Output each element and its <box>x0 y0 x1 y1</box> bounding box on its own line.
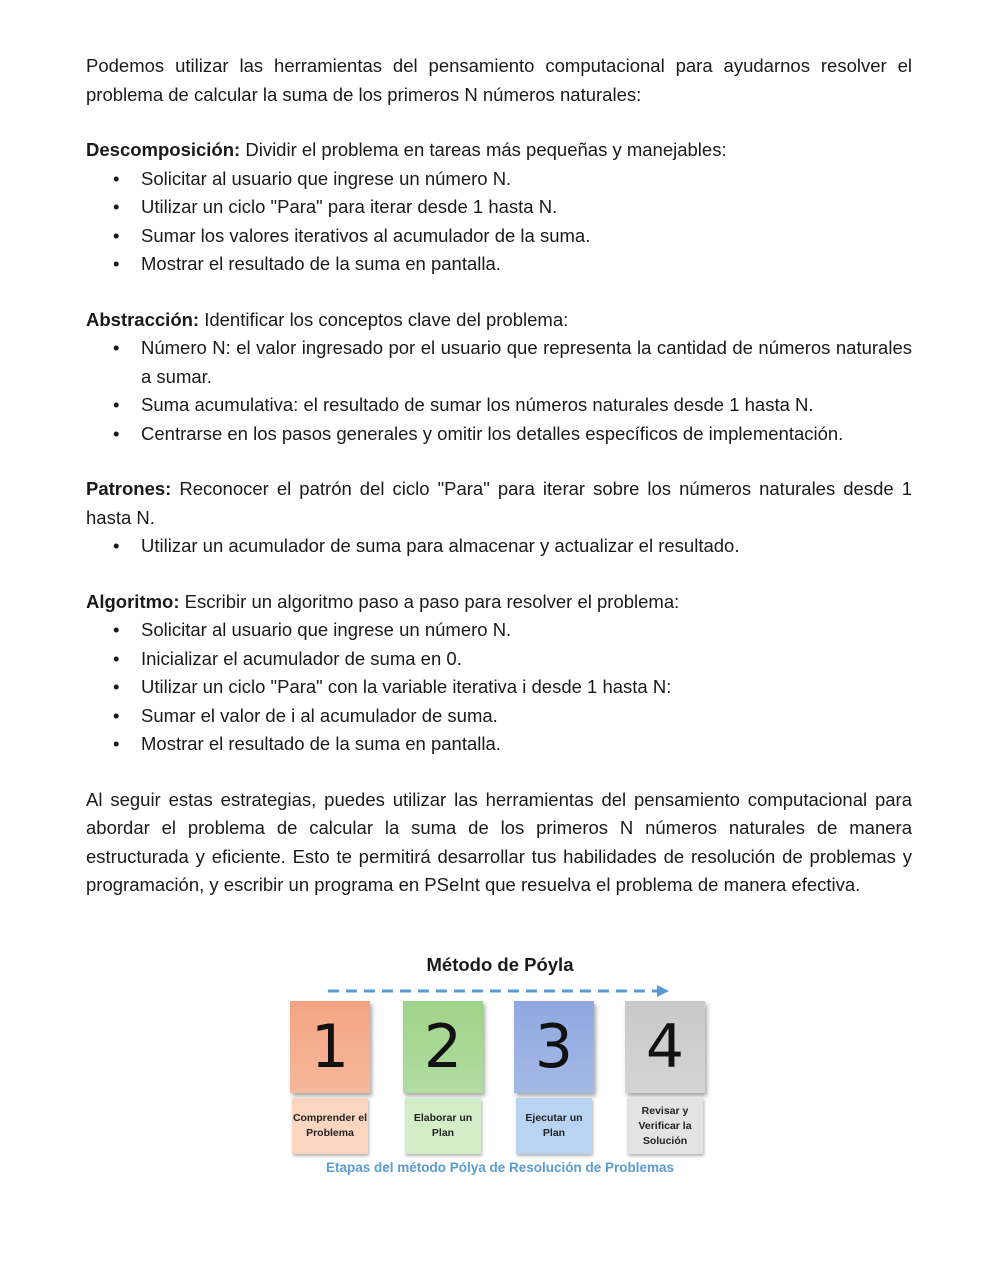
list-item: • Mostrar el resultado de la suma en pantalla. <box>86 730 912 759</box>
step-number-1: 1 <box>290 1001 370 1093</box>
step-number-2: 2 <box>403 1001 483 1093</box>
step-label-1: Comprender el Problema <box>292 1098 368 1154</box>
bullet-icon: • <box>113 167 120 189</box>
bullet-icon: • <box>113 676 120 697</box>
section-heading: Descomposición: <box>86 139 241 160</box>
list-item: • Suma acumulativa: el resultado de sumar los números naturales desde 1 hasta N. <box>86 391 912 420</box>
section-text: Dividir el problema en tareas más pequeñas y manejables: <box>240 139 727 160</box>
step-label-4: Revisar y Verificar la Solución <box>627 1098 703 1154</box>
list-item: • Utilizar un ciclo "Para" con la variable iterativa i desde 1 hasta N: <box>86 673 912 702</box>
figure-caption: Etapas del método Pólya de Resolución de Problemas <box>325 1160 675 1175</box>
list-item: • Mostrar el resultado de la suma en pantalla. <box>86 250 912 279</box>
step-number-4: 4 <box>625 1001 705 1093</box>
bullet-list <box>86 616 912 759</box>
section-text: Identificar los conceptos clave del problema: <box>199 308 569 330</box>
list-item: • Sumar los valores iterativos al acumulador de la suma. <box>86 222 912 251</box>
bullet-icon: • <box>113 422 120 444</box>
bullet-icon: • <box>113 394 120 415</box>
intro-paragraph: Podemos utilizar las herramientas del pensamiento computacional para ayudarnos resolver el problema de calcular la suma de los primeros N números naturales: <box>86 55 912 105</box>
list-item: • Solicitar al usuario que ingrese un número N. <box>86 165 912 194</box>
conclusion-paragraph: Al seguir estas estrategias, puedes utilizar las herramientas del pensamiento computacional para abordar el problema de calcular la suma de los primeros N números naturales de manera estructurada y eficiente. Esto te permitirá desarrollar tus habilidades de resolución de problemas y programación, y escribir un programa en PSeInt que resuelva el problema de manera efectiva. <box>86 788 912 895</box>
bullet-icon: • <box>113 224 120 246</box>
bullet-icon: • <box>113 337 120 358</box>
section-abstraccion <box>86 306 912 335</box>
figure-title: Método de Póyla <box>426 954 574 975</box>
step-label-2: Elaborar un Plan <box>405 1098 481 1154</box>
list-item: • Solicitar al usuario que ingrese un número N. <box>86 616 912 645</box>
bullet-list <box>86 334 912 448</box>
section-heading: Abstracción: <box>86 308 200 330</box>
list-item: • Utilizar un acumulador de suma para almacenar y actualizar el resultado. <box>86 532 912 561</box>
bullet-icon: • <box>113 535 120 556</box>
list-item: • Número N: el valor ingresado por el usuario que representa la cantidad de números naturales a sumar. <box>86 334 912 391</box>
bullet-list <box>86 532 912 561</box>
section-patrones <box>86 475 912 532</box>
section-text: Escribir un algoritmo paso a paso para resolver el problema: <box>179 590 680 612</box>
bullet-icon: • <box>113 647 120 669</box>
dashed-arrow-icon <box>328 984 673 998</box>
step-number-3: 3 <box>514 1001 594 1093</box>
list-item: • Utilizar un ciclo "Para" para iterar desde 1 hasta N. <box>86 193 912 222</box>
section-descomposicion <box>86 136 912 165</box>
bullet-icon: • <box>113 733 120 754</box>
step-label-3: Ejecutar un Plan <box>516 1098 592 1154</box>
section-heading: Algoritmo: <box>86 590 180 612</box>
list-item: • Inicializar el acumulador de suma en 0. <box>86 645 912 674</box>
section-algoritmo <box>86 588 912 617</box>
section-heading: Patrones: <box>86 478 172 499</box>
bullet-icon: • <box>113 196 120 217</box>
list-item: • Centrarse en los pasos generales y omitir los detalles específicos de implementación. <box>86 420 912 449</box>
bullet-icon: • <box>113 619 120 640</box>
bullet-icon: • <box>113 253 120 274</box>
document-body <box>86 52 912 900</box>
section-text: Reconocer el patrón del ciclo "Para" para iterar sobre los números naturales desde 1 hasta N. <box>86 478 912 528</box>
polya-method-figure <box>280 950 720 1190</box>
list-item: • Sumar el valor de i al acumulador de suma. <box>86 702 912 731</box>
bullet-icon: • <box>113 704 120 726</box>
bullet-list <box>86 165 912 279</box>
